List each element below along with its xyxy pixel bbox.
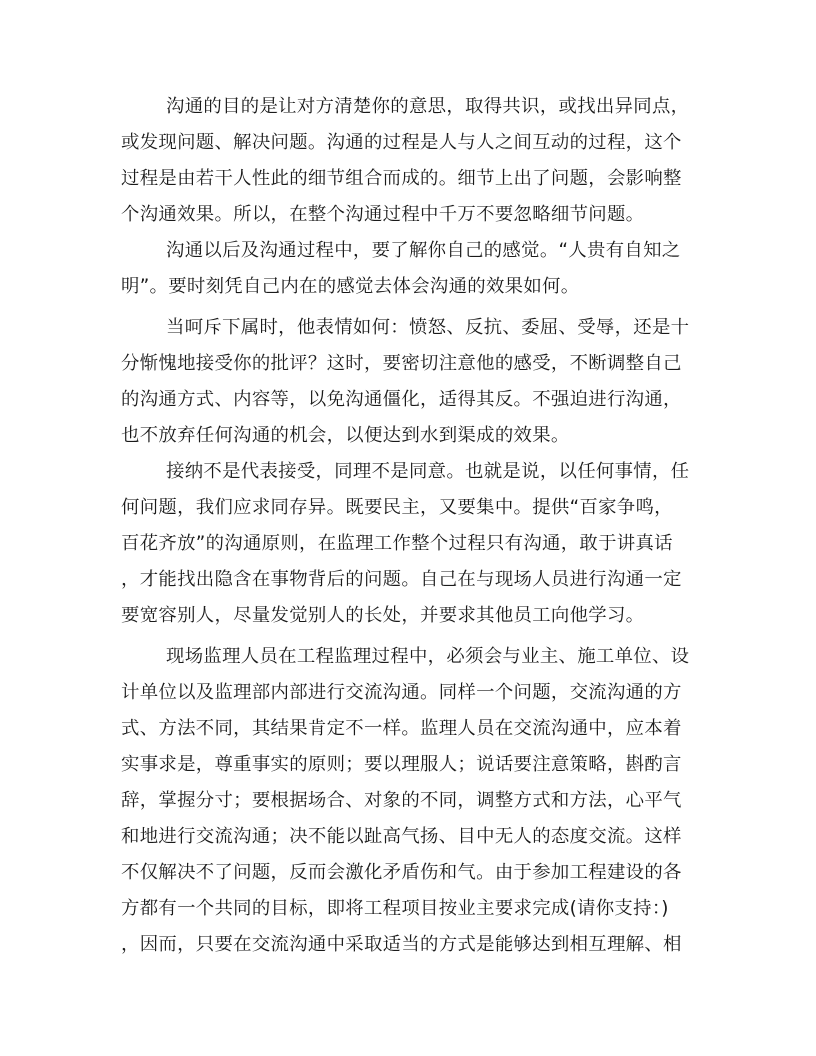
text-line: 不仅解决不了问题，反而会激化矛盾伤和气。由于参加工程建设的各 <box>121 862 682 883</box>
text-line: 接纳不是代表接受，同理不是同意。也就是说，以任何事情，任 <box>166 461 690 482</box>
text-line: 何问题，我们应求同存异。既要民主，又要集中。提供“百家争鸣， <box>121 497 673 518</box>
text-line: 式、方法不同，其结果肯定不一样。监理人员在交流沟通中，应本着 <box>121 718 682 739</box>
text-line: 百花齐放”的沟通原则，在监理工作整个过程只有沟通，敢于讲真话 <box>121 533 673 554</box>
text-line: 和地进行交流沟通；决不能以趾高气扬、目中无人的态度交流。这样 <box>121 826 682 847</box>
text-line: 方都有一个共同的目标，即将工程项目按业主要求完成(请你支持：) <box>121 898 669 919</box>
text-line: ，因而，只要在交流沟通中采取适当的方式是能够达到相互理解、相 <box>121 934 682 955</box>
text-line: 当呵斥下属时，他表情如何：愤怒、反抗、委屈、受辱，还是十 <box>166 317 690 338</box>
text-line: 沟通的目的是让对方清楚你的意思，取得共识，或找出异同点， <box>166 96 690 117</box>
text-line: 要宽容别人，尽量发觉别人的长处，并要求其他员工向他学习。 <box>121 605 645 626</box>
text-line: 现场监理人员在工程监理过程中，必须会与业主、施工单位、设 <box>166 646 690 667</box>
text-line: 个沟通效果。所以，在整个沟通过程中千万不要忽略细节问题。 <box>121 204 645 225</box>
text-line: 明”。要时刻凭自己内在的感觉去体会沟通的效果如何。 <box>121 276 580 297</box>
text-line: 辞，掌握分寸；要根据场合、对象的不同，调整方式和方法，心平气 <box>121 790 682 811</box>
text-line: 也不放弃任何沟通的机会，以便达到水到渠成的效果。 <box>121 425 570 446</box>
text-line: 过程是由若干人性此的细节组合而成的。细节上出了问题，会影响整 <box>121 168 682 189</box>
text-line: 或发现问题、解决问题。沟通的过程是人与人之间互动的过程，这个 <box>121 132 682 153</box>
text-line: 沟通以后及沟通过程中，要了解你自己的感觉。“人贵有自知之 <box>166 240 681 261</box>
text-line: 的沟通方式、内容等，以免沟通僵化，适得其反。不强迫进行沟通， <box>121 389 682 410</box>
text-line: ，才能找出隐含在事物背后的问题。自己在与现场人员进行沟通一定 <box>121 569 682 590</box>
text-line: 计单位以及监理部内部进行交流沟通。同样一个问题，交流沟通的方 <box>121 682 682 703</box>
text-line: 实事求是，尊重事实的原则；要以理服人；说话要注意策略，斟酌言 <box>121 754 682 775</box>
text-line: 分惭愧地接受你的批评？这时，要密切注意他的感受，不断调整自己 <box>121 353 682 374</box>
